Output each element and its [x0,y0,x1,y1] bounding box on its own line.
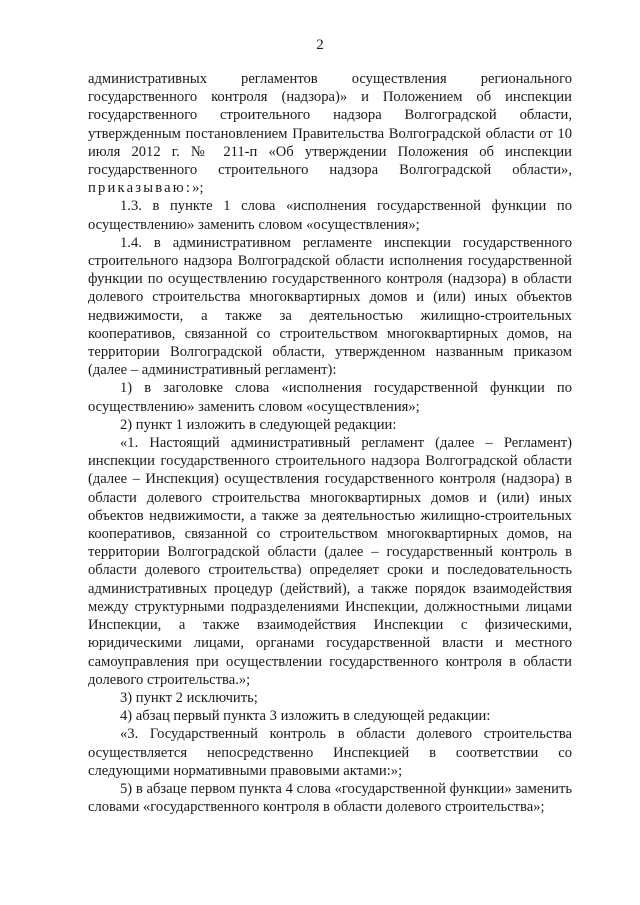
order-keyword: приказываю: [88,180,193,197]
paragraph-item-4: 4) абзац первый пункта 3 изложить в следующей редакции: [120,708,491,725]
document-body [88,70,572,816]
paragraph-1-3: 1.3. в пункте 1 слова «исполнения государственной функции по осуществлению» заменить словом «осуществления»; [88,198,572,233]
paragraph-intro-text: административных регламентов осуществления регионального государственного контроля (надзора)» и Положением об инспекции государственного строительного надзора Волгоградской области, утвержденным постановлением Правительства Волгоградской области от 10 июля 2012 г. № 211-п «Об утверждении Положения об инспекции государственного строительного надзора Волгоградской области», [88,71,572,179]
order-keyword-tail: »; [192,180,204,197]
page-number: 2 [316,37,324,53]
paragraph-item-2: 2) пункт 1 изложить в следующей редакции: [120,416,397,433]
paragraph-item-5: 5) в абзаце первом пункта 4 слова «государственной функции» заменить словами «государственного контроля в области долевого строительства»; [88,780,572,816]
paragraph-1-4: 1.4. в административном регламенте инспекции государственного строительного надзора Волгоградской области исполнения государственной функции по осуществлению государственного контроля (надзора) в области долевого строительства многоквартирных домов и (или) иных объектов недвижимости, а также за деятельностью жилищно-строительных кооперативов, связанной со строительством многоквартирных домов, на территории Волгоградской области, утвержденном названным приказом (далее – административный регламент): [88,234,572,379]
paragraph-new-clause-3: «3. Государственный контроль в области долевого строительства осуществляется непосредственно Инспекцией в соответствии со следующими нормативными правовыми актами:»; [88,726,572,779]
paragraph-item-3: 3) пункт 2 исключить; [120,689,258,706]
paragraph-intro [88,70,572,197]
paragraph-item-1: 1) в заголовке слова «исполнения государственной функции по осуществлению» заменить словом «осуществления»; [88,380,572,415]
paragraph-new-clause-1: «1. Настоящий административный регламент (далее – Регламент) инспекции государственного строительного надзора Волгоградской области (далее – Инспекция) осуществления государственного контроля (надзора) в области долевого строительства многоквартирных домов и (или) иных объектов недвижимости, а также за деятельностью жилищно-строительных кооперативов, связанной со строительством многоквартирных домов, на территории Волгоградской области (далее – государственный контроль в области долевого строительства) определяет сроки и последовательность административных процедур (действий), а также порядок взаимодействия между структурными подразделениями Инспекции, должностными лицами Инспекции, а также взаимодействия Инспекции с физическими, юридическими лицами, органами государственной власти и местного самоуправления при осуществлении государственного контроля в области долевого строительства.»; [88,435,572,688]
